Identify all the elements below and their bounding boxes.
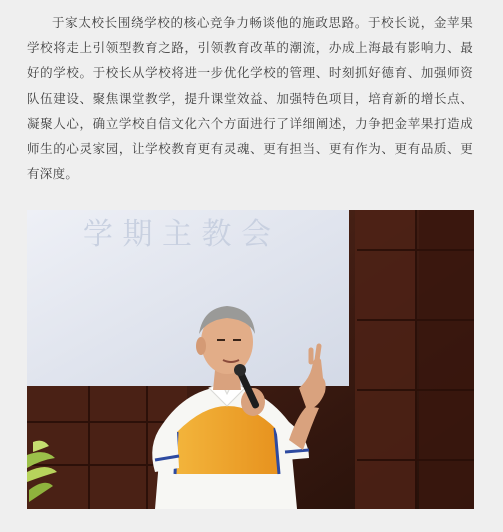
article-paragraph: 于家太校长围绕学校的核心竞争力畅谈他的施政思路。于校长说，金苹果学校将走上引领型教育之路，引领教育改革的潮流，办成上海最有影响力、最好的学校。于校长从学校将进一步优化学校的管理、时刻抓好德育、加强师资队伍建设、聚焦课堂教学，提升课堂效益、加强特色项目，培育新的增长点、凝聚人心，确立学校自信文化六个方面进行了详细阐述，力争把金苹果打造成师生的心灵家园，让学校教育更有灵魂、更有担当、更有作为、更有品质、更有深度。 bbox=[27, 15, 473, 182]
wood-panels bbox=[355, 210, 474, 509]
screen-text: 学 期 主 教 会 bbox=[82, 217, 272, 252]
bottom-margin bbox=[0, 509, 503, 532]
speaker-photo bbox=[27, 210, 474, 509]
